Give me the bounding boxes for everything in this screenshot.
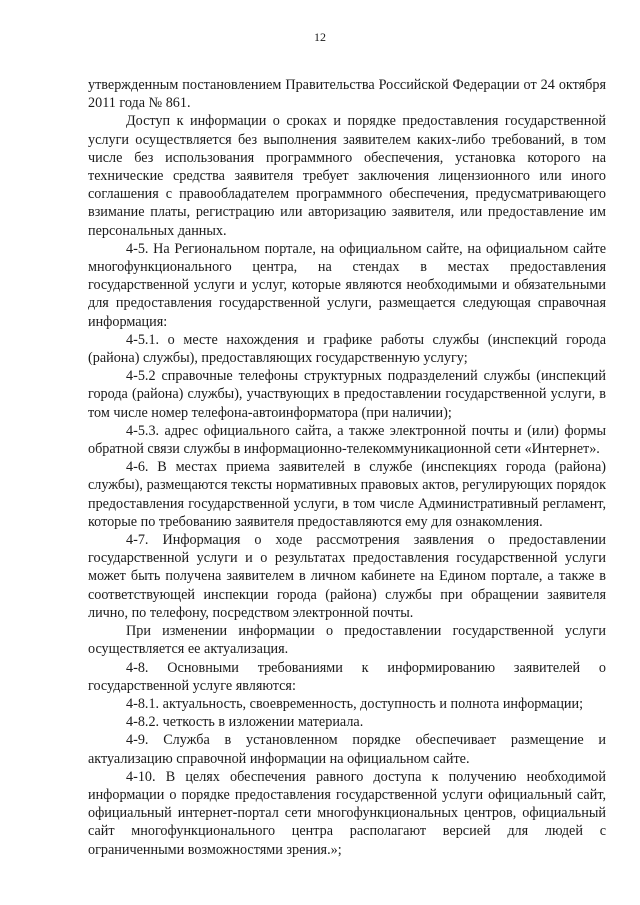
- paragraph-continuation: утвержденным постановлением Правительства Российской Федерации от 24 октября 2011 года № 861.: [88, 77, 606, 112]
- paragraph-4-8-2: 4-8.2. четкость в изложении материала.: [126, 714, 364, 731]
- paragraph-4-6: 4-6. В местах приема заявителей в службе (инспекциях города (района) службы), размещаются тексты нормативных правовых актов, регулирующих порядок предоставления государственной услуги, в том числе Административный регламент, которые по требованию заявителя предоставляются ему для ознакомления.: [88, 459, 606, 530]
- paragraph-4-5: 4-5. На Региональном портале, на официальном сайте, на официальном сайте многофункционального центра, на стендах в местах предоставления государственной услуги и услуг, которые являются необходимыми и обязательными для предоставления государственной услуги, размещается следующая справочная информация:: [88, 240, 606, 330]
- paragraph-access-info: Доступ к информации о сроках и порядке предоставления государственной услуги осуществляется без выполнения заявителем каких-либо требований, в том числе без использования программного обеспечения, установка которого на технические средства заявителя требует заключения лицензионного или иного соглашения с правообладателем программного обеспечения, предусматривающего взимание платы, регистрацию или авторизацию заявителя, или предоставление им персональных данных.: [88, 113, 606, 239]
- paragraph-4-8-1: 4-8.1. актуальность, своевременность, доступность и полнота информации;: [126, 695, 584, 712]
- paragraph-4-7: 4-7. Информация о ходе рассмотрения заявления о предоставлении государственной услуги и о результатах предоставления государственной услуги может быть получена заявителем в личном кабинете на Едином портале, а также в соответствующей инспекции города (района) службы при обращении заявителя лично, по телефону, посредством электронной почты.: [88, 532, 606, 621]
- paragraph-4-5-3: 4-5.3. адрес официального сайта, а также электронной почты и (или) формы обратной связи службы в информационно-телекоммуникационной сети «Интернет».: [88, 422, 606, 458]
- paragraph-4-9: 4-9. Служба в установленном порядке обеспечивает размещение и актуализацию справочной информации на официальном сайте.: [88, 732, 606, 767]
- paragraph-4-10: 4-10. В целях обеспечения равного доступа к получению необходимой информации о порядке предоставления государственной услуги официальный сайт, официальный интернет-портал сети многофункциональных центров, официальный сайт многофункционального центра располагают версией для людей с ограниченными возможностями зрения.»;: [88, 768, 606, 858]
- page-number: 12: [314, 30, 326, 44]
- paragraph-4-5-1: 4-5.1. о месте нахождения и графике работы службы (инспекций города (района) службы), предоставляющих государственную услугу;: [88, 331, 606, 367]
- paragraph-update: При изменении информации о предоставлении государственной услуги осуществляется ее актуализация.: [88, 623, 606, 658]
- paragraph-4-5-2: 4-5.2 справочные телефоны структурных подразделений службы (инспекций города (района) службы), участвующих в предоставлении государственной услуги, в том числе номер телефона-автоинформатора (при наличии);: [88, 368, 606, 421]
- paragraph-4-8: 4-8. Основными требованиями к информированию заявителей о государственной услуге являются:: [88, 659, 606, 694]
- document-body: [88, 76, 606, 859]
